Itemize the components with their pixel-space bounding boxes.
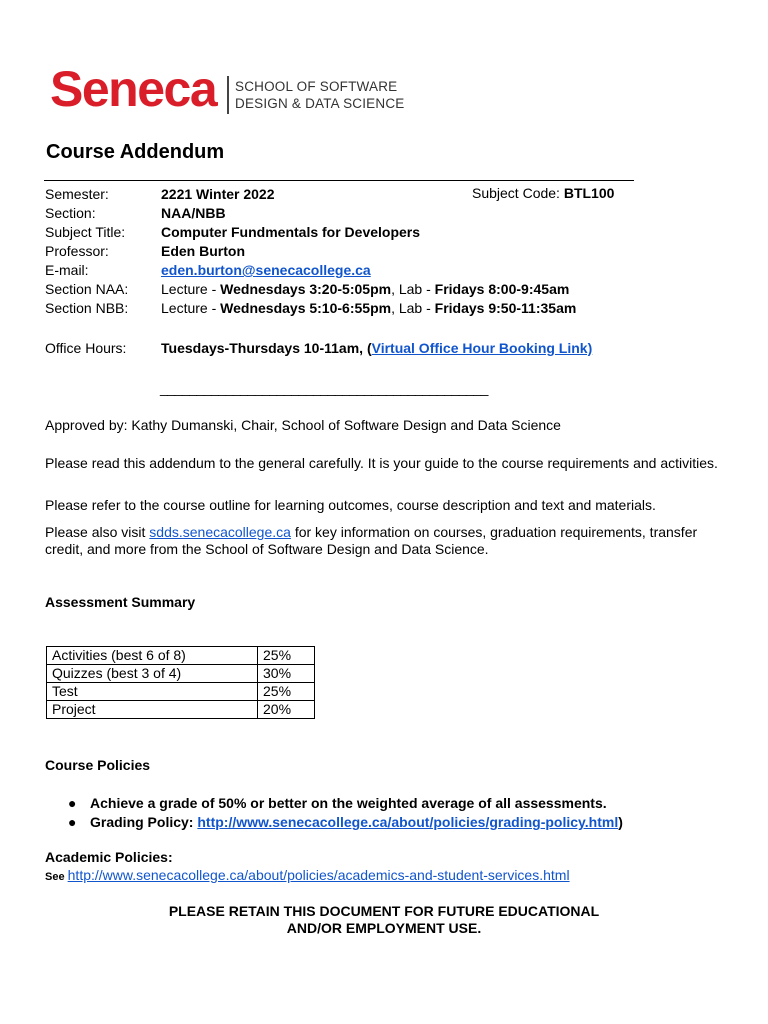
assessment-weight: 25% xyxy=(258,647,315,665)
assessment-item: Project xyxy=(47,701,258,719)
subject-code xyxy=(472,185,614,201)
course-policies-heading: Course Policies xyxy=(45,757,151,773)
subject-title-label: Subject Title: xyxy=(45,224,126,240)
office-hours-label: Office Hours: xyxy=(45,340,127,356)
retain-line2: AND/OR EMPLOYMENT USE. xyxy=(286,920,482,936)
logo-subtitle-line2: DESIGN & DATA SCIENCE xyxy=(235,96,405,111)
section-nbb-lab-prefix: , Lab - xyxy=(391,300,435,316)
bullet-icon: ● xyxy=(68,814,77,830)
academic-see-line xyxy=(45,867,570,883)
grading-policy-label: Grading Policy: xyxy=(90,814,198,830)
table-row xyxy=(47,701,315,719)
assessment-item: Test xyxy=(47,683,258,701)
visit-text-after: for key information on courses, graduation requirements, transfer credit, and more from the School of Software Design and Data Science. xyxy=(45,524,698,557)
section-value: NAA/NBB xyxy=(161,205,226,221)
section-naa-lab-prefix: , Lab - xyxy=(391,281,435,297)
assessment-table xyxy=(46,646,315,719)
section-nbb-lecture-time: Wednesdays 5:10-6:55pm xyxy=(220,300,392,316)
page-title: Course Addendum xyxy=(46,141,225,163)
academic-policies-heading: Academic Policies: xyxy=(45,849,173,865)
outline-paragraph: Please refer to the course outline for learning outcomes, course description and text and materials. xyxy=(45,497,656,513)
section-naa-lecture-time: Wednesdays 3:20-5:05pm xyxy=(220,281,392,297)
assessment-weight: 30% xyxy=(258,665,315,683)
seneca-logo: Seneca xyxy=(50,61,217,117)
office-hours-value xyxy=(161,339,592,358)
section-label: Section: xyxy=(45,205,96,221)
professor-value: Eden Burton xyxy=(161,243,245,259)
assessment-weight: 25% xyxy=(258,683,315,701)
subject-code-value: BTL100 xyxy=(563,185,615,201)
booking-link[interactable]: Virtual Office Hour Booking Link) xyxy=(371,340,593,356)
academic-policies-link[interactable]: http://www.senecacollege.ca/about/policies/academics-and-student-services.html xyxy=(67,867,570,883)
assessment-item: Quizzes (best 3 of 4) xyxy=(47,665,258,683)
assessment-weight: 20% xyxy=(258,701,315,719)
section-nbb-schedule xyxy=(161,299,576,318)
table-row xyxy=(47,683,315,701)
signature-line: _____________________________________________ xyxy=(160,380,488,396)
section-naa-lab-time: Fridays 8:00-9:45am xyxy=(434,281,570,297)
grading-policy-link[interactable]: http://www.senecacollege.ca/about/policies/grading-policy.html xyxy=(197,814,619,830)
section-nbb-lab-time: Fridays 9:50-11:35am xyxy=(434,300,577,316)
grading-policy-after: ) xyxy=(618,814,623,830)
semester-value: 2221 Winter 2022 xyxy=(161,186,275,202)
policy-grade-text: Achieve a grade of 50% or better on the weighted average of all assessments. xyxy=(90,795,607,811)
office-hours-time: Tuesdays-Thursdays 10-11am, ( xyxy=(161,340,372,356)
section-naa-schedule xyxy=(161,280,569,299)
bullet-icon: ● xyxy=(68,795,77,811)
visit-paragraph xyxy=(45,524,725,558)
section-nbb-label: Section NBB: xyxy=(45,300,129,316)
table-row xyxy=(47,665,315,683)
sdds-link[interactable]: sdds.senecacollege.ca xyxy=(149,524,291,540)
see-label: See xyxy=(45,871,68,883)
section-naa-label: Section NAA: xyxy=(45,281,129,297)
visit-text-before: Please also visit xyxy=(45,524,150,540)
professor-label: Professor: xyxy=(45,243,109,259)
subject-title-value: Computer Fundmentals for Developers xyxy=(161,224,421,240)
semester-label: Semester: xyxy=(45,186,109,202)
assessment-item: Activities (best 6 of 8) xyxy=(47,647,258,665)
email-link[interactable]: eden.burton@senecacollege.ca xyxy=(161,262,371,278)
policy-grading-text xyxy=(90,814,623,830)
logo-divider xyxy=(227,76,229,114)
retain-line1: PLEASE RETAIN THIS DOCUMENT FOR FUTURE EDUCATIONAL xyxy=(168,903,600,919)
approved-by: Approved by: Kathy Dumanski, Chair, School of Software Design and Data Science xyxy=(45,417,561,433)
logo-subtitle xyxy=(235,78,404,112)
table-row xyxy=(47,647,315,665)
intro-paragraph: Please read this addendum to the general carefully. It is your guide to the course requirements and activities. xyxy=(45,455,718,471)
title-divider xyxy=(44,180,634,181)
section-nbb-lecture-prefix: Lecture - xyxy=(161,300,221,316)
email-label: E-mail: xyxy=(45,262,89,278)
retain-notice xyxy=(0,903,768,937)
assessment-heading: Assessment Summary xyxy=(45,594,196,610)
subject-code-label: Subject Code: xyxy=(472,185,564,201)
section-naa-lecture-prefix: Lecture - xyxy=(161,281,221,297)
logo-subtitle-line1: SCHOOL OF SOFTWARE xyxy=(235,79,398,94)
